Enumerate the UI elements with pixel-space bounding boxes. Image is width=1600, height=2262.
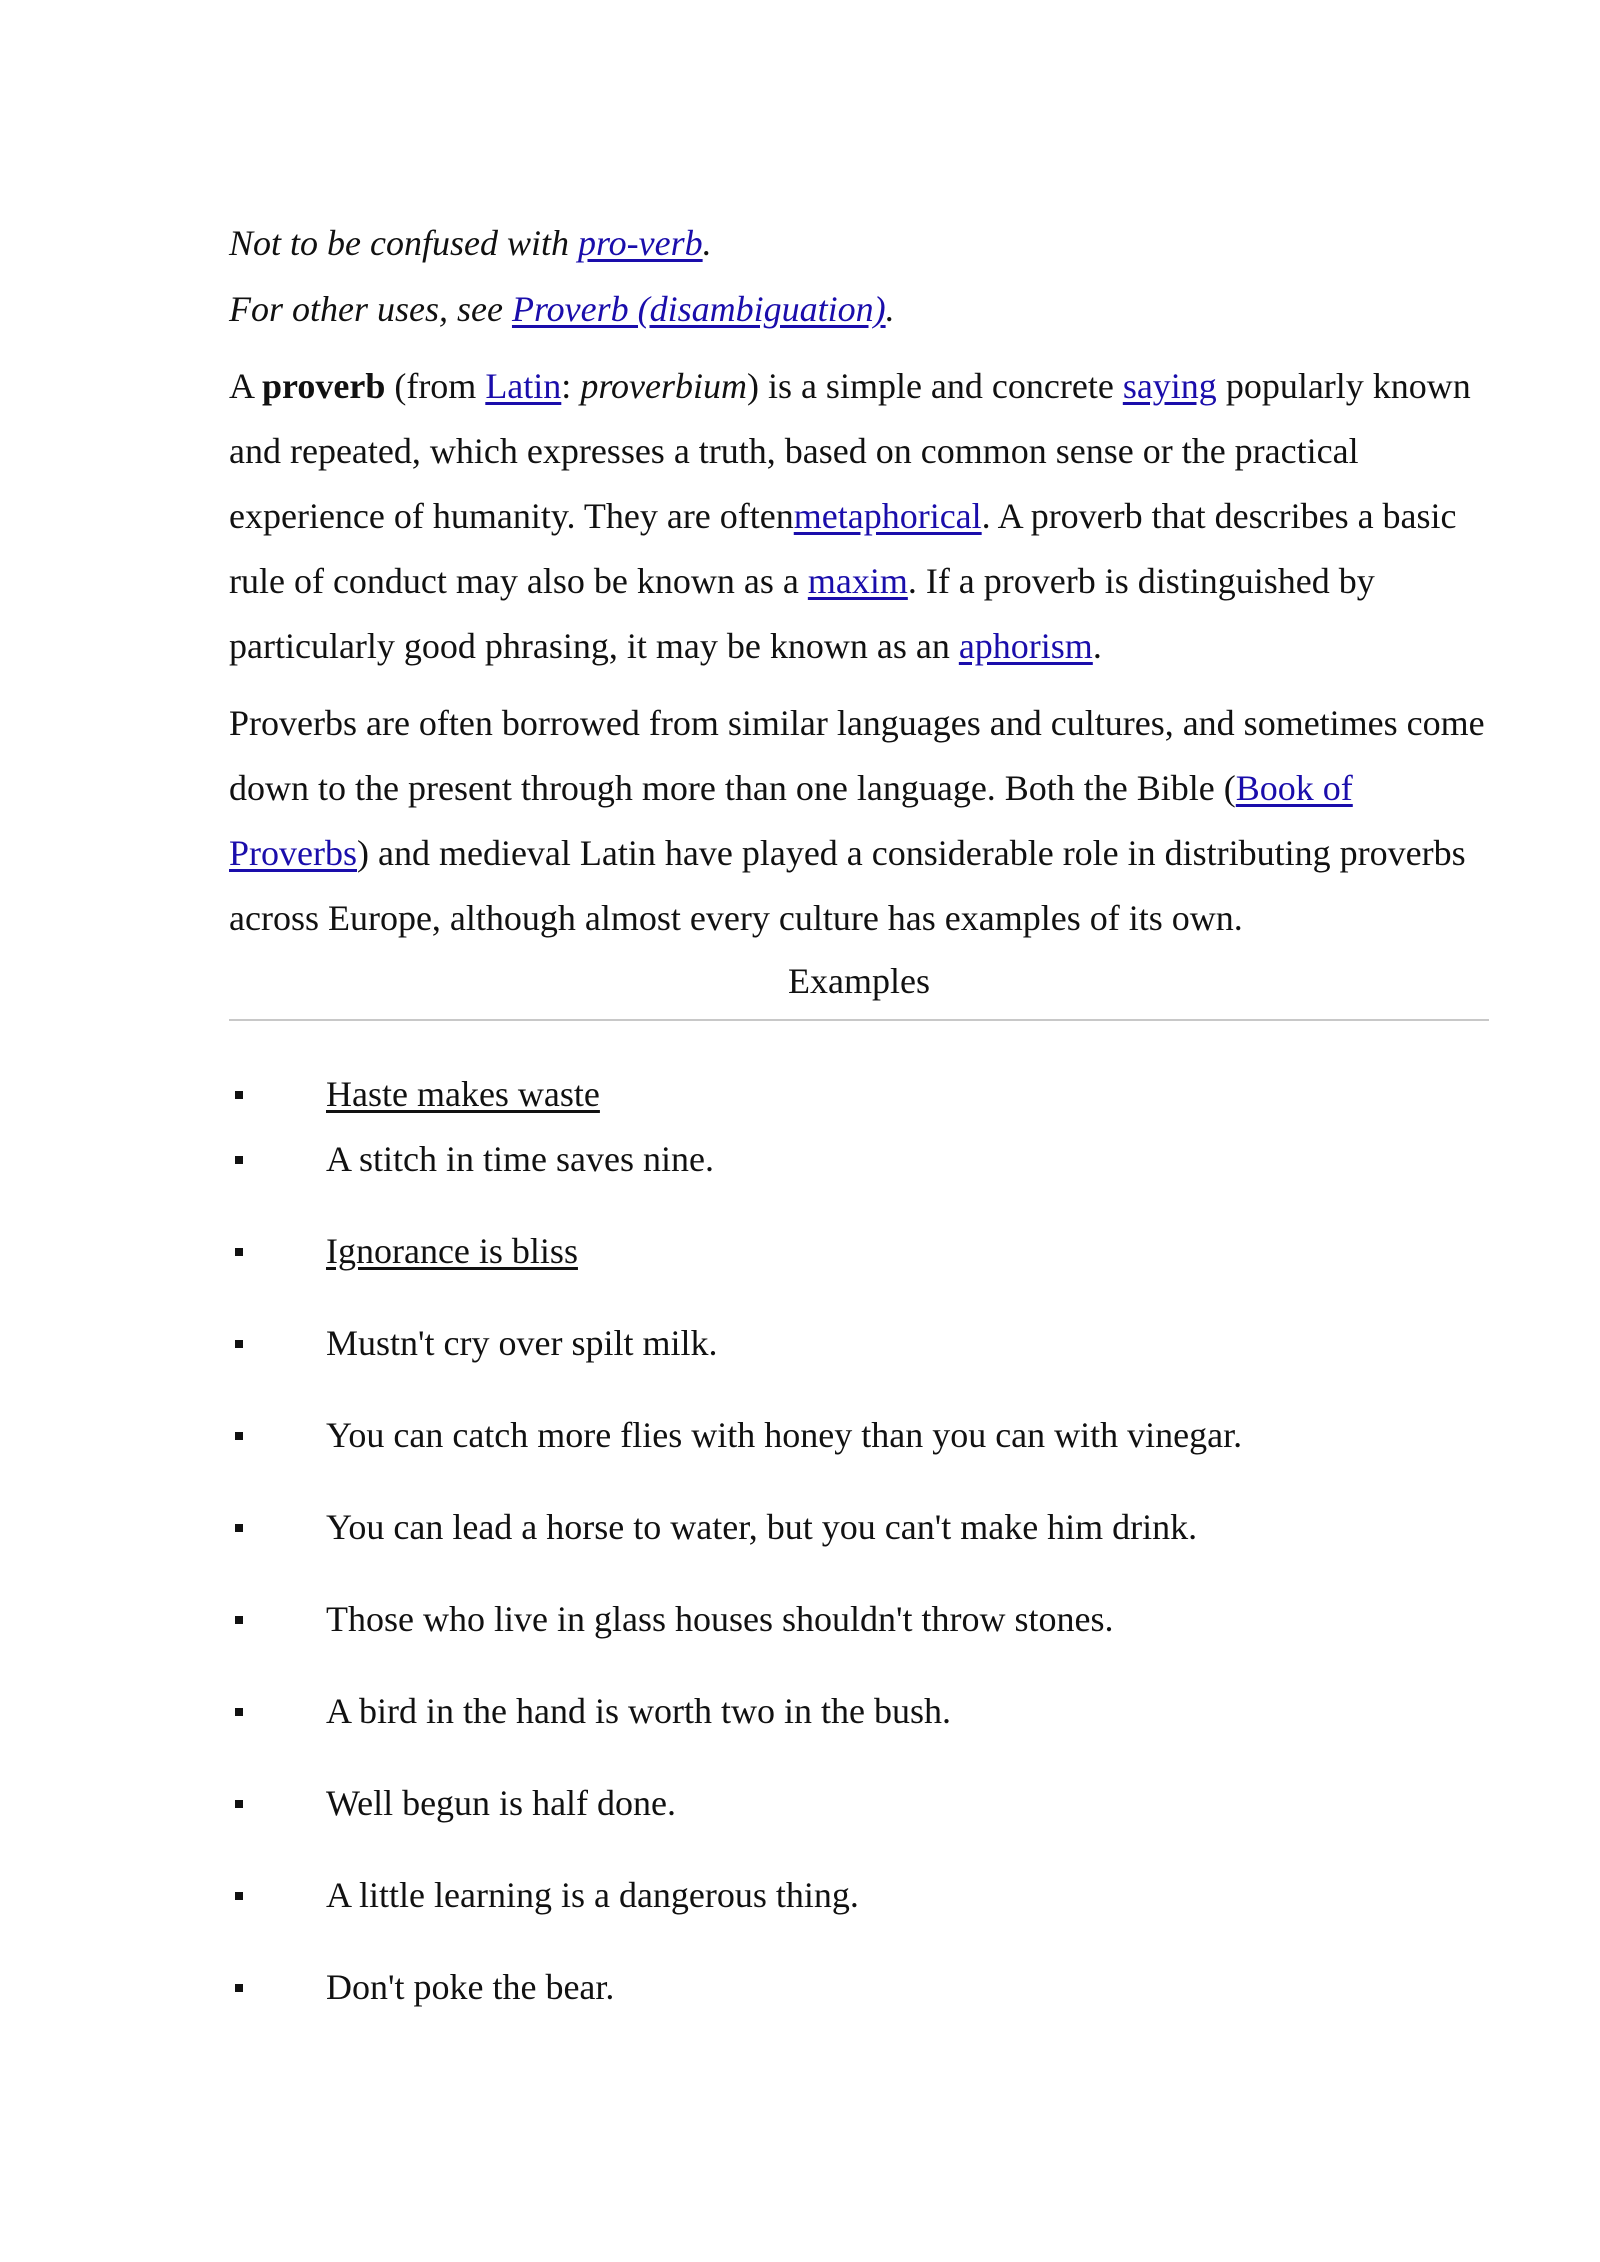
square-bullet-icon	[235, 1616, 243, 1624]
list-item	[229, 1071, 1489, 1117]
square-bullet-icon	[235, 1800, 243, 1808]
square-bullet-icon	[235, 1432, 243, 1440]
book-of-proverbs-link[interactable]: Book of Proverbs	[229, 768, 1353, 873]
square-bullet-icon	[235, 1892, 243, 1900]
example-text: You can lead a horse to water, but you can't make him drink.	[326, 1507, 1198, 1547]
aphorism-link[interactable]: aphorism	[958, 626, 1093, 666]
pro-verb-link[interactable]: pro-verb	[577, 223, 703, 263]
examples-heading: Examples	[788, 961, 930, 1001]
example-text: Those who live in glass houses shouldn't throw stones.	[326, 1599, 1114, 1639]
list-item	[229, 1872, 1489, 1918]
example-link[interactable]: Haste makes waste	[326, 1074, 600, 1114]
hatnote-confused: Not to be confused with pro-verb.	[229, 223, 712, 263]
square-bullet-icon	[235, 1708, 243, 1716]
square-bullet-icon	[235, 1156, 243, 1164]
list-item	[229, 1412, 1489, 1458]
hatnote-other-uses: For other uses, see Proverb (disambiguation).	[229, 289, 895, 329]
latin-link[interactable]: Latin	[485, 366, 562, 406]
disambiguation-link[interactable]: Proverb (disambiguation)	[511, 289, 886, 329]
list-item	[229, 1964, 1489, 2010]
square-bullet-icon	[235, 1091, 243, 1099]
example-text: A stitch in time saves nine.	[326, 1139, 714, 1179]
intro-paragraph: A proverb (from Latin: proverbium) is a simple and concrete saying popularly known and repeated, which expresses a truth, based on common sense or the practical experience of humanity. They are oftenmetaphorical. A proverb that describes a basic rule of conduct may also be known as a maxim. If a proverb is distinguished by particularly good phrasing, it may be known as an aphorism.	[229, 366, 1471, 666]
example-text: A little learning is a dangerous thing.	[326, 1875, 859, 1915]
borrowing-paragraph: Proverbs are often borrowed from similar languages and cultures, and sometimes come down to the present through more than one language. Both the Bible (Book of Proverbs) and medieval Latin have played a considerable role in distributing proverbs across Europe, although almost every culture has examples of its own.	[229, 703, 1485, 938]
list-item	[229, 1136, 1489, 1182]
maxim-link[interactable]: maxim	[807, 561, 908, 601]
saying-link[interactable]: saying	[1122, 366, 1217, 406]
heading-divider	[229, 1019, 1489, 1021]
examples-list	[229, 1071, 1489, 2010]
article-content	[229, 210, 1489, 2010]
example-text: Mustn't cry over spilt milk.	[326, 1323, 718, 1363]
list-item	[229, 1504, 1489, 1550]
list-item	[229, 1780, 1489, 1826]
example-text: Well begun is half done.	[326, 1783, 677, 1823]
square-bullet-icon	[235, 1524, 243, 1532]
metaphorical-link[interactable]: metaphorical	[793, 496, 982, 536]
example-text: Don't poke the bear.	[326, 1967, 615, 2007]
square-bullet-icon	[235, 1984, 243, 1992]
list-item	[229, 1320, 1489, 1366]
latin-word: proverbium	[580, 366, 747, 406]
example-text: You can catch more flies with honey than you can with vinegar.	[326, 1415, 1243, 1455]
list-item	[229, 1596, 1489, 1642]
list-item	[229, 1688, 1489, 1734]
square-bullet-icon	[235, 1340, 243, 1348]
list-item	[229, 1228, 1489, 1274]
example-text: A bird in the hand is worth two in the bush.	[326, 1691, 951, 1731]
proverb-term: proverb	[262, 366, 386, 406]
square-bullet-icon	[235, 1248, 243, 1256]
example-link[interactable]: Ignorance is bliss	[326, 1231, 578, 1271]
